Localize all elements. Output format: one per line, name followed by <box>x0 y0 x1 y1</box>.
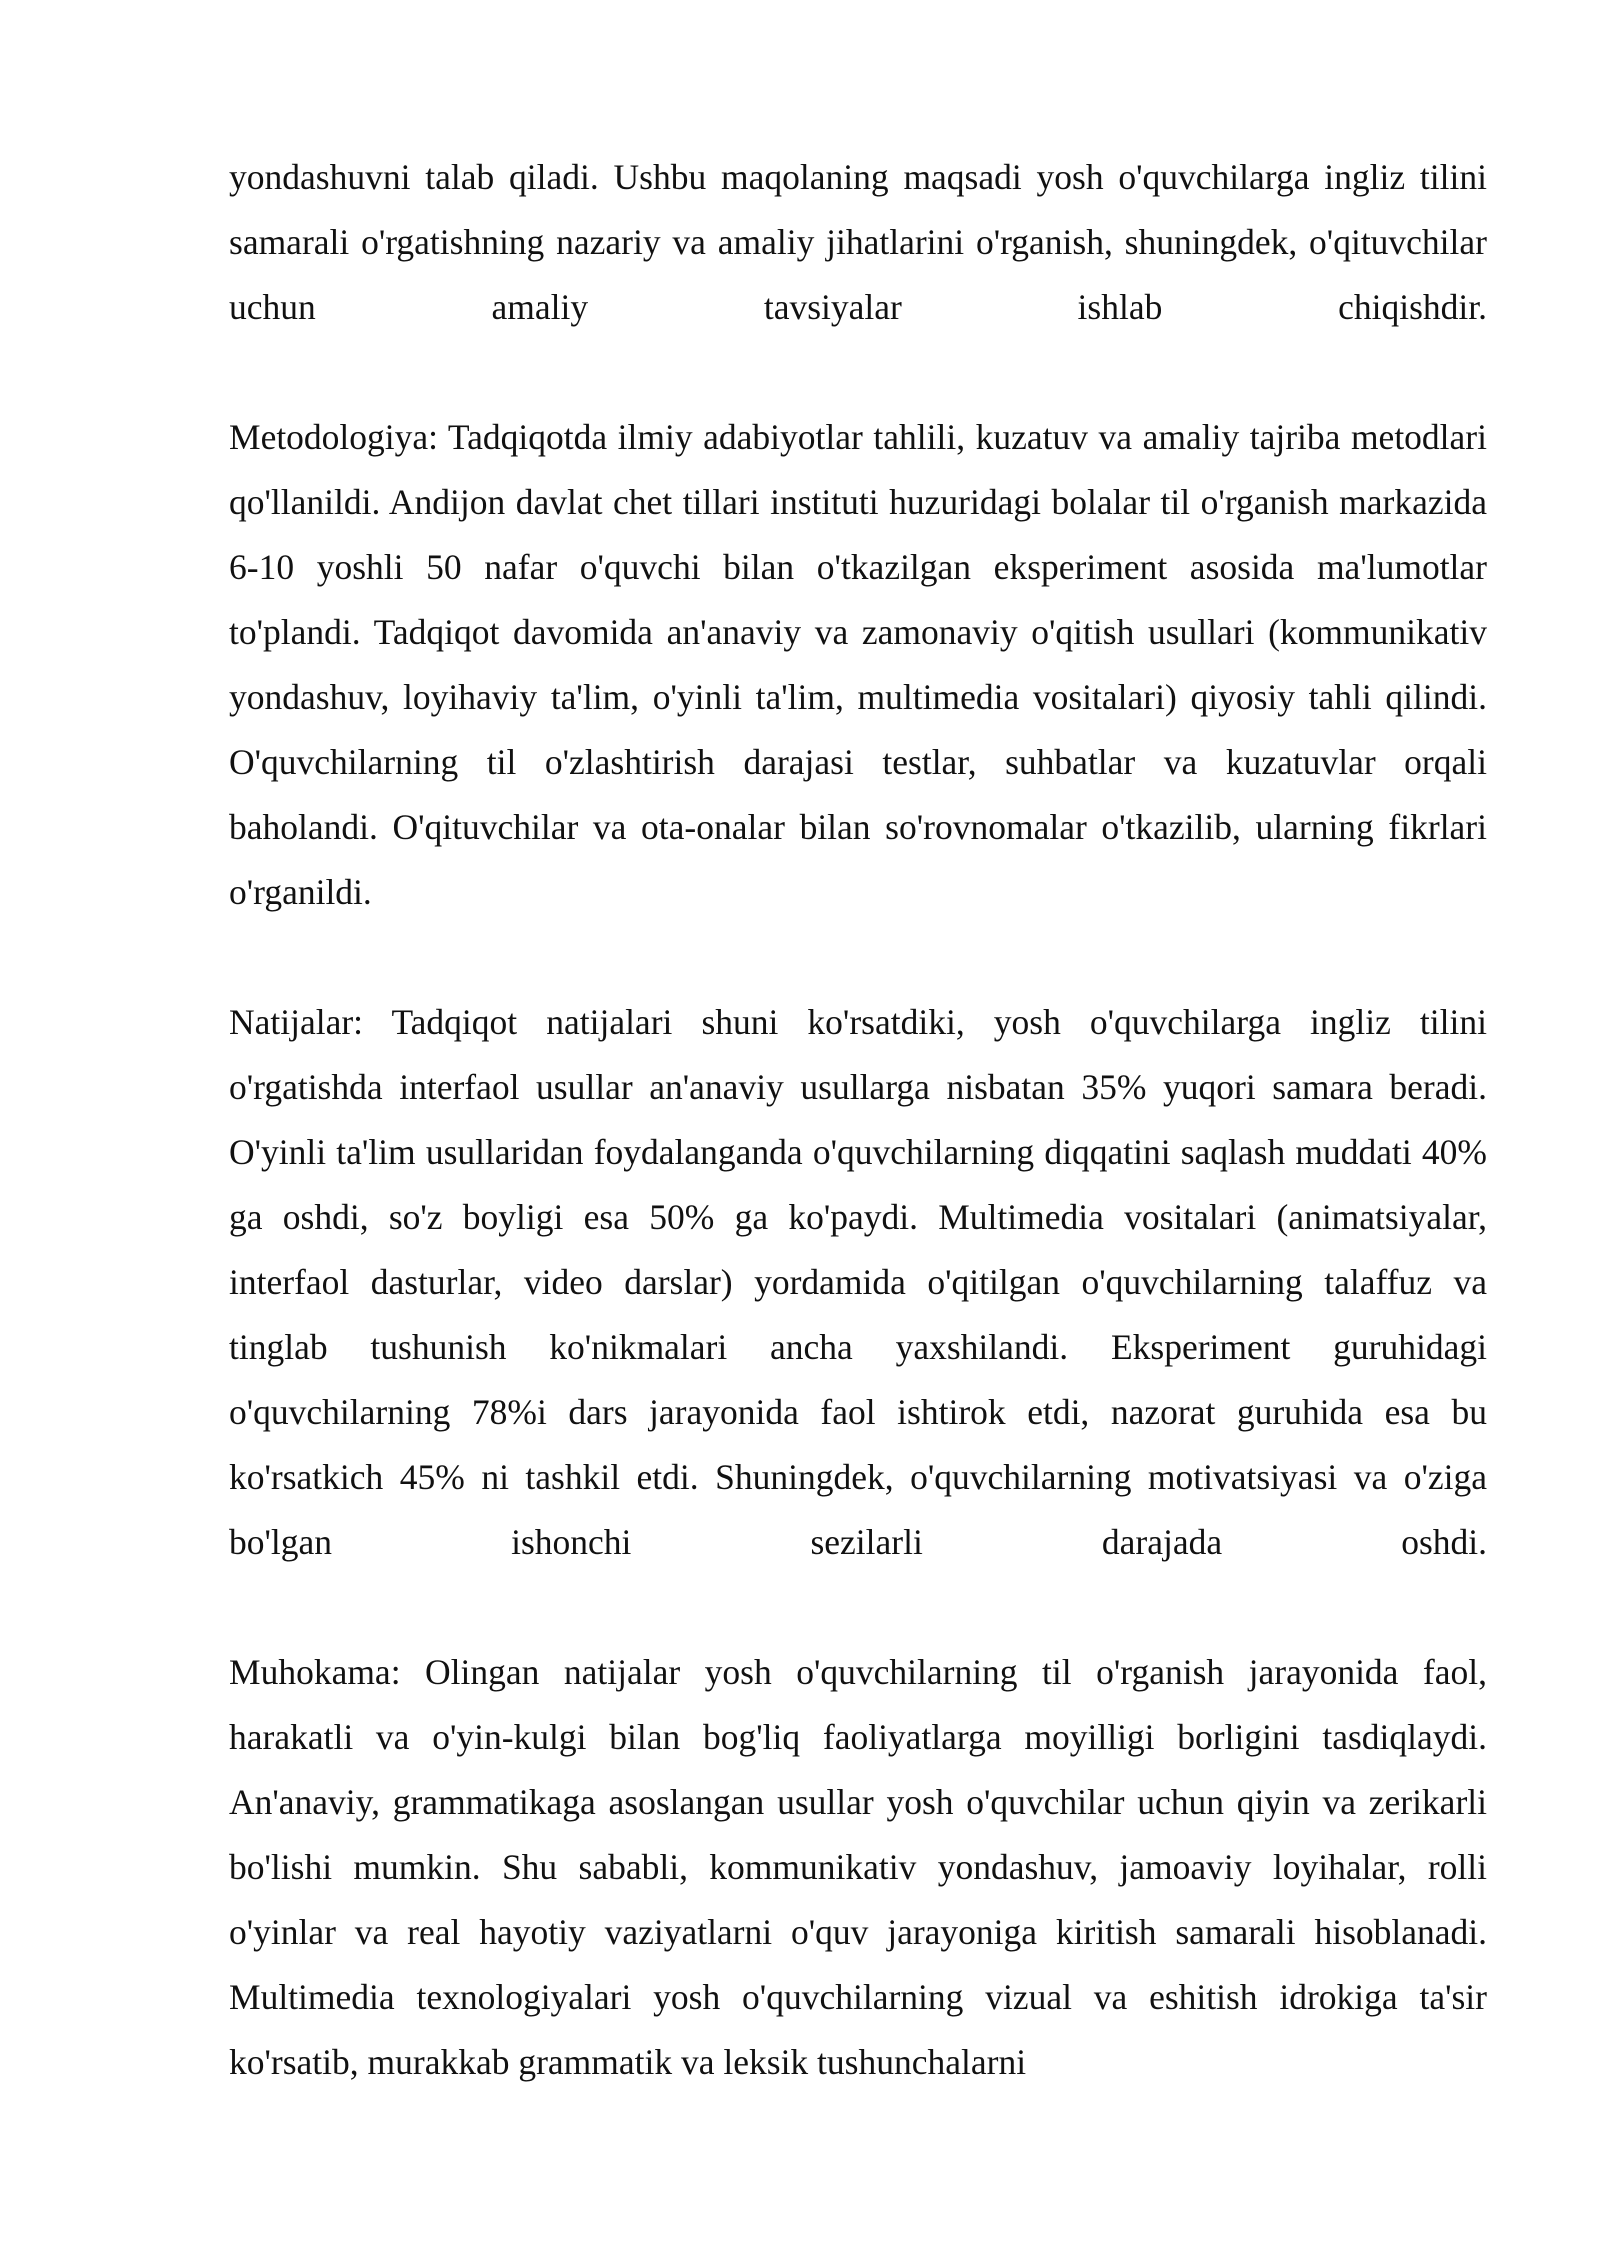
paragraph-intro-continuation: yondashuvni talab qiladi. Ushbu maqolaning maqsadi yosh o'quvchilarga ingliz tilini samarali o'rgatishning nazariy va amaliy jihatlarini o'rganish, shuningdek, o'qituvchilar uchun amaliy tavsiyalar ishlab chiqishdir. <box>229 157 1487 327</box>
document-body <box>229 145 1487 2095</box>
paragraph-discussion: Muhokama: Olingan natijalar yosh o'quvchilarning til o'rganish jarayonida faol, harakatli va o'yin-kulgi bilan bog'liq faoliyatlarga moyilligi borligini tasdiqlaydi. An'anaviy, grammatikaga asoslangan usullar yosh o'quvchilar uchun qiyin va zerikarli bo'lishi mumkin. Shu sababli, kommunikativ yondashuv, jamoaviy loyihalar, rolli o'yinlar va real hayotiy vaziyatlarni o'quv jarayoniga kiritish samarali hisoblanadi. Multimedia texnologiyalari yosh o'quvchilarning vizual va eshitish idrokiga ta'sir ko'rsatib, murakkab grammatik va leksik tushunchalarni <box>229 1652 1487 2082</box>
paragraph-results: Natijalar: Tadqiqot natijalari shuni ko'rsatdiki, yosh o'quvchilarga ingliz tilini o'rgatishda interfaol usullar an'anaviy usullarga nisbatan 35% yuqori samara beradi. O'yinli ta'lim usullaridan foydalanganda o'quvchilarning diqqatini saqlash muddati 40% ga oshdi, so'z boyligi esa 50% ga ko'paydi. Multimedia vositalari (animatsiyalar, interfaol dasturlar, video darslar) yordamida o'qitilgan o'quvchilarning talaffuz va tinglab tushunish ko'nikmalari ancha yaxshilandi. Eksperiment guruhidagi o'quvchilarning 78%i dars jarayonida faol ishtirok etdi, nazorat guruhida esa bu ko'rsatkich 45% ni tashkil etdi. Shuningdek, o'quvchilarning motivatsiyasi va o'ziga bo'lgan ishonchi sezilarli darajada oshdi. <box>229 1002 1487 1562</box>
paragraph-methodology: Metodologiya: Tadqiqotda ilmiy adabiyotlar tahlili, kuzatuv va amaliy tajriba metodlari qo'llanildi. Andijon davlat chet tillari instituti huzuridagi bolalar til o'rganish markazida 6-10 yoshli 50 nafar o'quvchi bilan o'tkazilgan eksperiment asosida ma'lumotlar to'plandi. Tadqiqot davomida an'anaviy va zamonaviy o'qitish usullari (kommunikativ yondashuv, loyihaviy ta'lim, o'yinli ta'lim, multimedia vositalari) qiyosiy tahli qilindi. O'quvchilarning til o'zlashtirish darajasi testlar, suhbatlar va kuzatuvlar orqali baholandi. O'qituvchilar va ota-onalar bilan so'rovnomalar o'tkazilib, ularning fikrlari o'rganildi. <box>229 417 1487 912</box>
